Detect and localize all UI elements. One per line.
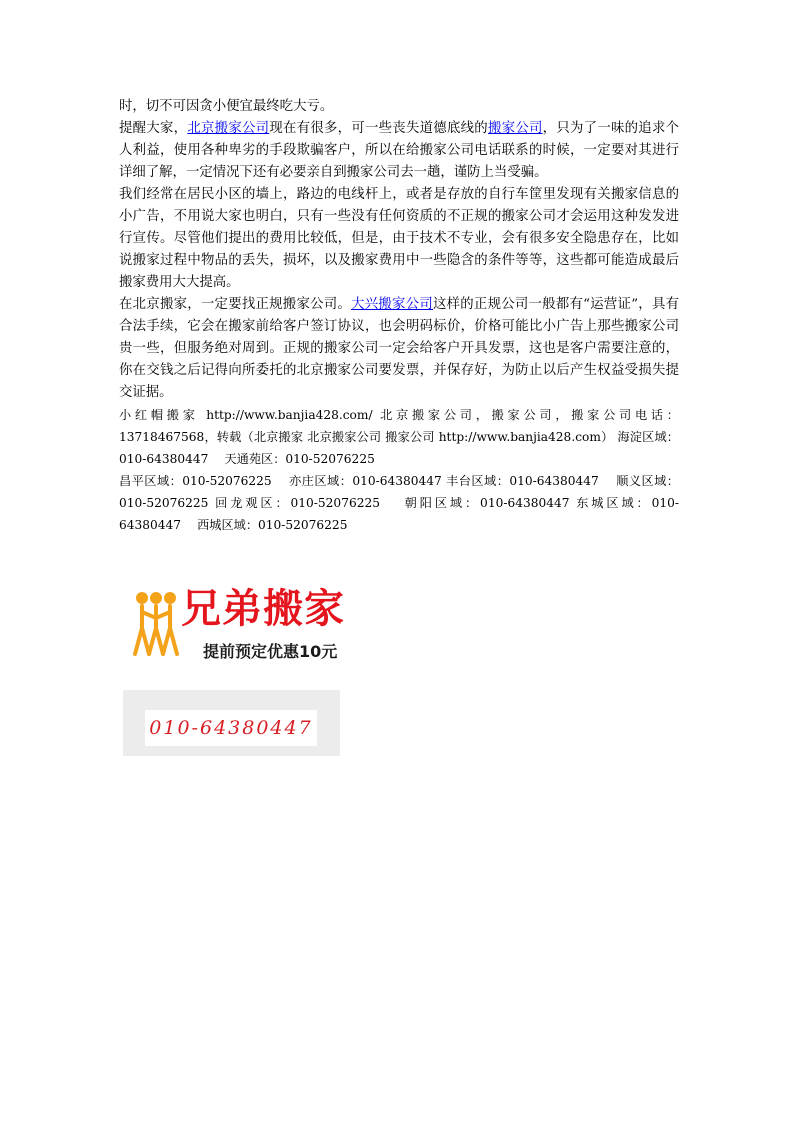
paragraph-2-after: ，只为了一味的追求个人利益，使用各种卑劣的手段欺骗客户，所以在给搬家公司电话联系的时候，一定要对其进行详细了解，一定情况下还有必要亲自到搬家公司去一趟，谨防上当受骗。 bbox=[119, 121, 680, 180]
link-moving-company[interactable]: 搬家公司 bbox=[487, 121, 543, 136]
advertisement-phone-box bbox=[145, 710, 317, 746]
paragraph-2 bbox=[119, 118, 679, 184]
advertisement-phone: 010-64380447 bbox=[149, 717, 313, 739]
article-body bbox=[119, 96, 679, 536]
paragraph-4-after: 这样的正规公司一般都有“运营证”，具有合法手续，它会在搬家前给客户签订协议，也会明码标价，价格可能比小广告上那些搬家公司贵一些，但服务绝对周到。正规的搬家公司一定会给客户开具发票，这也是客户需要注意的，你在交钱之后记得向所委托的北京搬家公司要发票，并保存好，为防止以后产生权益受损失提交证据。 bbox=[119, 297, 680, 400]
paragraph-2-middle: 现在有很多，可一些丧失道德底线的 bbox=[269, 121, 488, 136]
advertisement-bottom bbox=[123, 690, 340, 756]
people-icon bbox=[133, 588, 179, 658]
advertisement-title: 兄弟搬家 bbox=[181, 586, 345, 632]
advertisement-top bbox=[123, 580, 345, 690]
contact-paragraph-2: 昌平区域：010-52076225 亦庄区域：010-64380447 丰台区域：010-64380447 顺义区域：010-52076225 回龙观区：010-52076225 朝阳区域：010-64380447 东城区域：010-64380447 西城区域：010-52076225 bbox=[119, 474, 679, 532]
contact-paragraph-1: 小红帽搬家 http://www.banjia428.com/ 北京搬家公司，搬家公司，搬家公司电话：13718467568，转载（北京搬家 北京搬家公司 搬家公司 http://www.banjia428.com） 海淀区域：010-64380447 天通苑区：010-52076225 bbox=[119, 408, 679, 466]
paragraph-3: 我们经常在居民小区的墙上，路边的电线杆上，或者是存放的自行车筐里发现有关搬家信息的小广告，不用说大家也明白，只有一些没有任何资质的不正规的搬家公司才会运用这种发发进行宣传。尽管他们提出的费用比较低，但是，由于技术不专业，会有很多安全隐患存在，比如说搬家过程中物品的丢失，损坏，以及搬家费用中一些隐含的条件等等，这些都可能造成最后搬家费用大大提高。 bbox=[119, 187, 679, 290]
paragraph-1: 时，切不可因贪小便宜最终吃大亏。 bbox=[119, 99, 334, 114]
paragraph-4 bbox=[119, 294, 679, 404]
link-daxing-moving-company[interactable]: 大兴搬家公司 bbox=[351, 297, 433, 312]
link-beijing-moving-company[interactable]: 北京搬家公司 bbox=[187, 121, 270, 136]
advertisement-banner bbox=[123, 580, 345, 756]
paragraph-2-before: 提醒大家， bbox=[119, 121, 188, 136]
advertisement-subtitle: 提前预定优惠10元 bbox=[203, 642, 338, 661]
paragraph-4-before: 在北京搬家，一定要找正规搬家公司。 bbox=[119, 297, 352, 312]
